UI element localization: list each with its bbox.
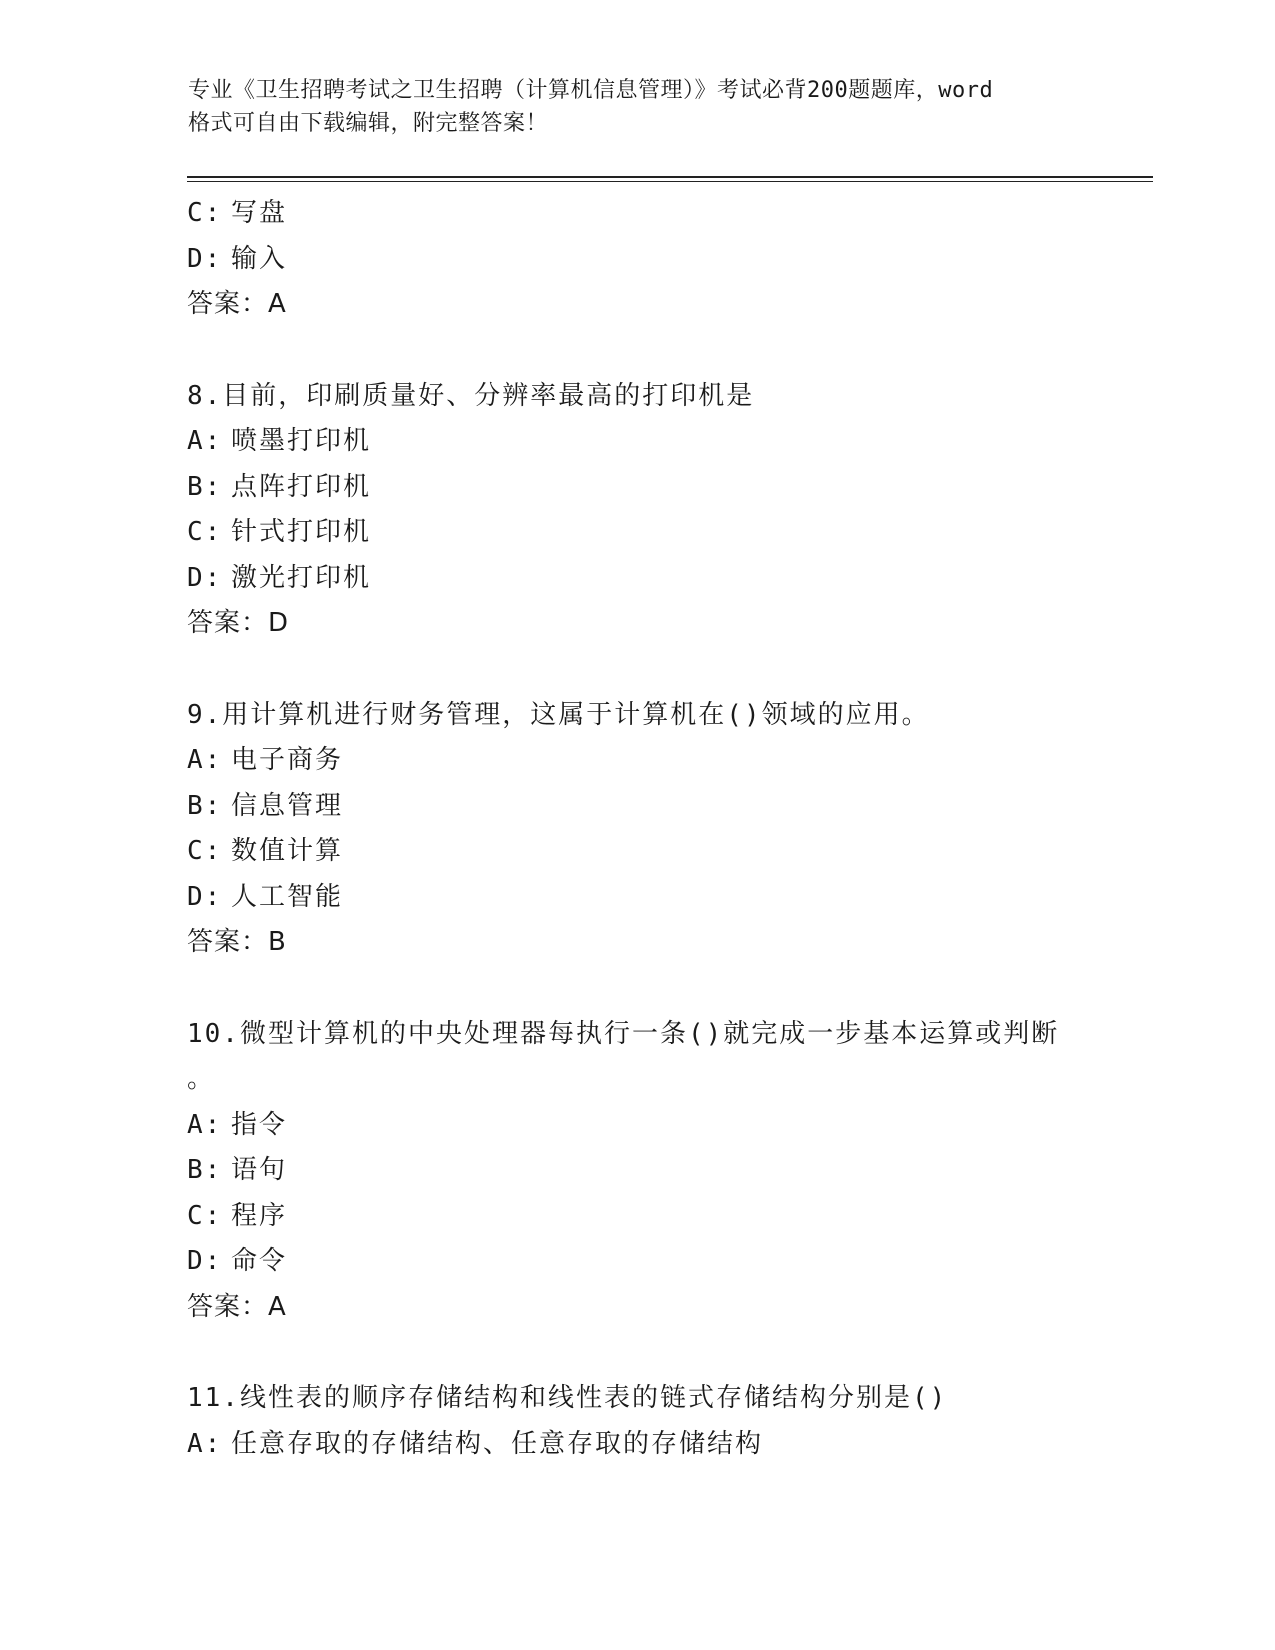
option-letter: D: (187, 562, 223, 593)
option-b (187, 465, 1147, 511)
option-text: 指令 (231, 1109, 288, 1140)
question-stem: 10.微型计算机的中央处理器每执行一条()就完成一步基本运算或判断 (187, 1018, 1060, 1049)
option-b (187, 784, 1147, 830)
option-c (187, 829, 1147, 875)
option-letter: A: (187, 1428, 223, 1459)
question-stem: 9.用计算机进行财务管理，这属于计算机在()领域的应用。 (187, 699, 930, 730)
option-d (187, 237, 1147, 283)
option-text: 输入 (231, 243, 288, 274)
option-a (187, 1103, 1147, 1149)
header-rule-thin (187, 181, 1153, 182)
option-text: 任意存取的存储结构、任意存取的存储结构 (231, 1428, 764, 1459)
option-a (187, 1422, 1147, 1468)
option-letter: A: (187, 1109, 223, 1140)
question-stem: 11.线性表的顺序存储结构和线性表的链式存储结构分别是() (187, 1383, 948, 1413)
option-c (187, 1194, 1147, 1240)
answer-line: 答案：A (187, 1291, 287, 1322)
option-text: 写盘 (231, 198, 288, 228)
option-d (187, 875, 1147, 921)
option-text: 数值计算 (231, 836, 344, 866)
header-line-1: 专业《卫生招聘考试之卫生招聘（计算机信息管理）》考试必背200题题库，word (188, 78, 994, 103)
option-letter: C: (187, 1200, 223, 1231)
header-line-2: 格式可自由下载编辑，附完整答案！ (188, 111, 549, 136)
option-d (187, 556, 1147, 602)
option-text: 程序 (231, 1200, 288, 1231)
option-letter: C: (187, 836, 223, 866)
answer-line: 答案：B (187, 927, 287, 957)
question-11 (187, 1376, 1147, 1467)
document-header (188, 74, 1088, 140)
option-letter: D: (187, 243, 223, 274)
question-10 (187, 1012, 1147, 1331)
answer-line: 答案：A (187, 289, 287, 319)
option-letter: C: (187, 517, 223, 547)
option-text: 信息管理 (231, 790, 344, 821)
option-text: 喷墨打印机 (231, 426, 372, 456)
question-stem: 8.目前，印刷质量好、分辨率最高的打印机是 (187, 380, 755, 411)
question-stem-continuation: 。 (187, 1064, 214, 1094)
option-b (187, 1148, 1147, 1194)
option-c (187, 191, 1147, 237)
option-letter: B: (187, 1155, 223, 1185)
option-letter: C: (187, 198, 223, 228)
option-text: 电子商务 (231, 745, 344, 775)
option-text: 语句 (231, 1155, 288, 1185)
option-letter: B: (187, 790, 223, 821)
option-letter: D: (187, 881, 223, 912)
question-9 (187, 693, 1147, 966)
answer-line: 答案：D (187, 608, 290, 638)
option-a (187, 419, 1147, 465)
header-rule-thick (187, 176, 1153, 178)
option-text: 命令 (231, 1246, 288, 1276)
option-letter: D: (187, 1246, 223, 1276)
option-text: 人工智能 (231, 881, 344, 912)
option-c (187, 510, 1147, 556)
option-text: 点阵打印机 (231, 471, 372, 502)
question-8 (187, 374, 1147, 647)
option-text: 针式打印机 (231, 517, 372, 547)
question-list (187, 191, 1147, 1467)
option-letter: B: (187, 471, 223, 502)
option-letter: A: (187, 745, 223, 775)
option-text: 激光打印机 (231, 562, 372, 593)
option-d (187, 1239, 1147, 1285)
question-7-tail (187, 191, 1147, 328)
option-letter: A: (187, 426, 223, 456)
option-a (187, 738, 1147, 784)
